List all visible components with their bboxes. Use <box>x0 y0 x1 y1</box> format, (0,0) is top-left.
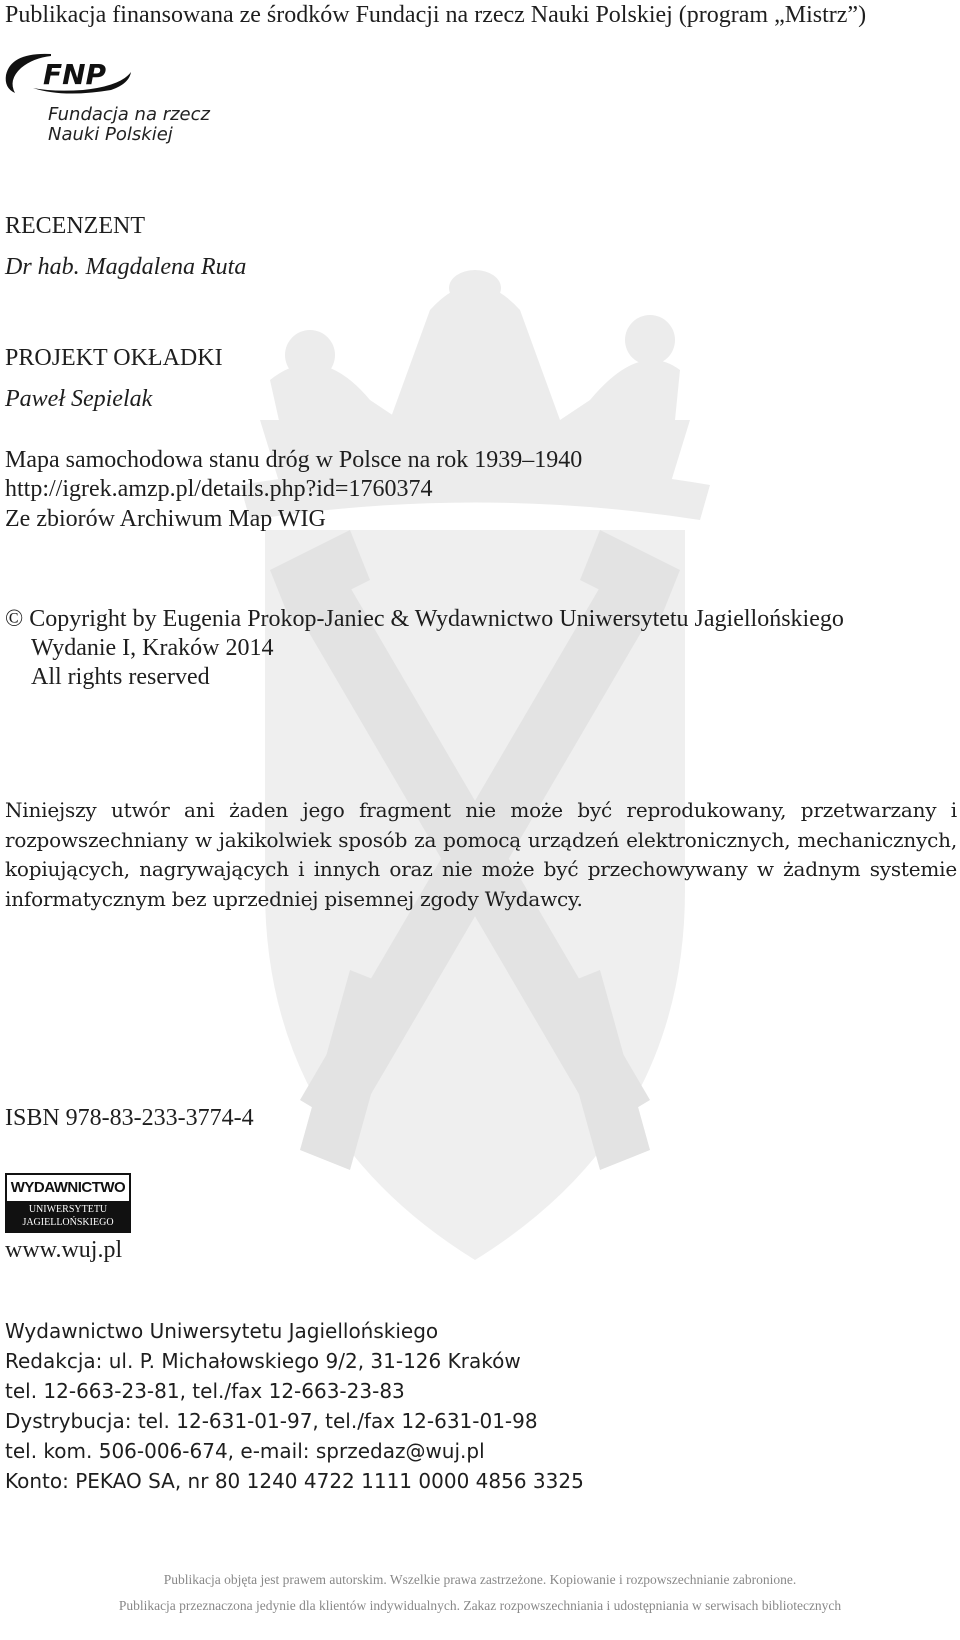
reviewer-name: Dr hab. Magdalena Ruta <box>5 254 247 280</box>
wuj-logo-bottom-line1: UNIWERSYTETU <box>28 1204 108 1215</box>
rights-line: All rights reserved <box>31 664 210 690</box>
legal-notice: Niniejszy utwór ani żaden jego fragment nie może być reprodukowany, przetwarzany i rozpowszechniany w jakikolwiek sposób za pomocą urządzeń elektronicznych, mechanicznych, kopiujących, nagrywających i innych oraz nie może być przechowywany w żadnym systemie informatycznym bez uprzedniej pisemnej zgody Wydawcy. <box>5 798 957 911</box>
fnp-logo <box>3 50 133 100</box>
fnp-logo-line2: Nauki Polskiej <box>48 124 173 145</box>
website-link[interactable]: www.wuj.pl <box>5 1237 123 1263</box>
edition-line: Wydanie I, Kraków 2014 <box>31 635 274 661</box>
wuj-logo-bottom <box>7 1201 129 1231</box>
cover-heading: PROJEKT OKŁADKI <box>5 345 223 371</box>
copyright-line: © Copyright by Eugenia Prokop-Janiec & Wydawnictwo Uniwersytetu Jagiellońskiego <box>5 606 844 632</box>
wuj-logo-top: WYDAWNICTWO <box>10 1179 126 1196</box>
funding-note: Publikacja finansowana ze środków Fundacji na rzecz Nauki Polskiej (program „Mistrz”) <box>5 2 867 28</box>
publisher-distribution: Dystrybucja: tel. 12-631-01-97, tel./fax 12-631-01-98 <box>5 1409 538 1433</box>
fnp-logo-line1: Fundacja na rzecz <box>48 104 210 125</box>
cover-map-url: http://igrek.amzp.pl/details.php?id=1760374 <box>5 476 433 502</box>
isbn: ISBN 978-83-233-3774-4 <box>5 1105 254 1131</box>
reviewer-heading: RECENZENT <box>5 213 145 239</box>
publisher-mobile-email: tel. kom. 506-006-674, e-mail: sprzedaz@wuj.pl <box>5 1439 485 1463</box>
cover-designer: Paweł Sepielak <box>5 386 153 412</box>
footer-line-2: Publikacja przeznaczona jedynie dla klientów indywidualnych. Zakaz rozpowszechniania i udostępniania w serwisach bibliotecznych <box>118 1598 842 1613</box>
publisher-account: Konto: PEKAO SA, nr 80 1240 4722 1111 0000 4856 3325 <box>5 1469 584 1493</box>
fnp-logo-abbr: FNP <box>43 58 107 91</box>
wuj-logo <box>5 1173 131 1233</box>
wuj-logo-bottom-line2: JAGIELLOŃSKIEGO <box>22 1217 114 1228</box>
footer-line-1: Publikacja objęta jest prawem autorskim. Wszelkie prawa zastrzeżone. Kopiowanie i rozpowszechnianie zabronione. <box>163 1572 797 1587</box>
publisher-name: Wydawnictwo Uniwersytetu Jagiellońskiego <box>5 1319 439 1343</box>
cover-map-source: Ze zbiorów Archiwum Map WIG <box>5 506 326 532</box>
cover-map-title: Mapa samochodowa stanu dróg w Polsce na rok 1939–1940 <box>5 447 583 473</box>
publisher-address: Redakcja: ul. P. Michałowskiego 9/2, 31-126 Kraków <box>5 1349 521 1373</box>
publisher-phone: tel. 12-663-23-81, tel./fax 12-663-23-83 <box>5 1379 405 1403</box>
